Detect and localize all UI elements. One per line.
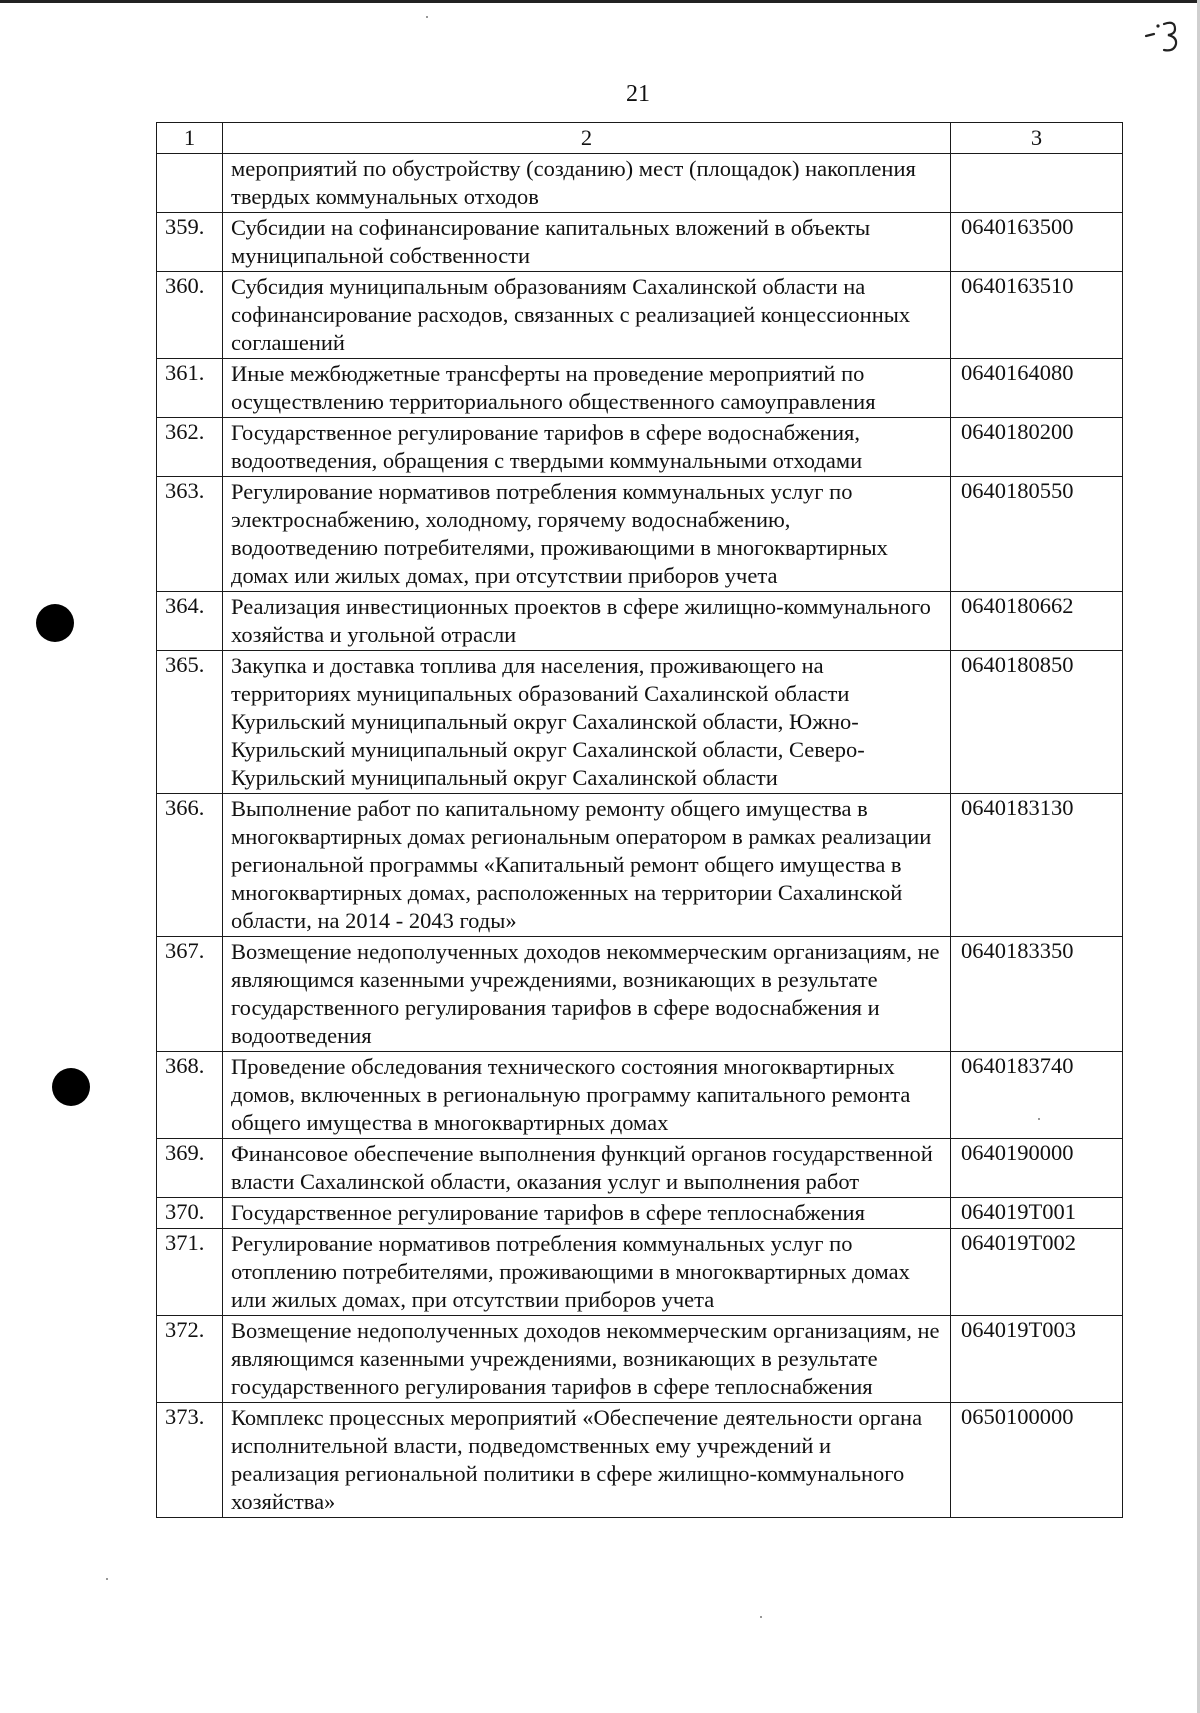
row-number: 373.	[157, 1403, 223, 1518]
row-code: 0640183130	[951, 794, 1123, 937]
row-name: Возмещение недополученных доходов некоммерческим организациям, не являющимся казенными учреждениями, возникающих в результате государственного регулирования тарифов в сфере теплоснабжения	[223, 1316, 951, 1403]
column-header-2: 2	[223, 123, 951, 154]
row-number: 361.	[157, 359, 223, 418]
row-name: Выполнение работ по капитальному ремонту общего имущества в многоквартирных домах региональным оператором в рамках реализации региональной программы «Капитальный ремонт общего имущества в многоквартирных домах, расположенных на территории Сахалинской области, на 2014 - 2043 годы»	[223, 794, 951, 937]
table-row	[157, 1052, 1123, 1139]
page-top-edge	[0, 0, 1200, 3]
row-code: 0650100000	[951, 1403, 1123, 1518]
row-name: мероприятий по обустройству (созданию) мест (площадок) накопления твердых коммунальных отходов	[223, 154, 951, 213]
table-row	[157, 1139, 1123, 1198]
row-code: 0640183740	[951, 1052, 1123, 1139]
table-row	[157, 1198, 1123, 1229]
table-row	[157, 272, 1123, 359]
row-code: 0640180662	[951, 592, 1123, 651]
table-row	[157, 154, 1123, 213]
row-name: Государственное регулирование тарифов в сфере водоснабжения, водоотведения, обращения с твердыми коммунальными отходами	[223, 418, 951, 477]
row-name: Проведение обследования технического состояния многоквартирных домов, включенных в региональную программу капитального ремонта общего имущества в многоквартирных домах	[223, 1052, 951, 1139]
table-row	[157, 937, 1123, 1052]
row-code: 0640163510	[951, 272, 1123, 359]
row-name: Возмещение недополученных доходов некоммерческим организациям, не являющимся казенными учреждениями, возникающих в результате государственного регулирования тарифов в сфере водоснабжения и водоотведения	[223, 937, 951, 1052]
table-row	[157, 213, 1123, 272]
row-number: 369.	[157, 1139, 223, 1198]
page-number: 21	[626, 81, 650, 107]
row-name: Государственное регулирование тарифов в сфере теплоснабжения	[223, 1198, 951, 1229]
row-code: 0640180550	[951, 477, 1123, 592]
row-number: 366.	[157, 794, 223, 937]
scan-speck	[426, 16, 428, 18]
row-number: 364.	[157, 592, 223, 651]
row-code: 0640190000	[951, 1139, 1123, 1198]
row-name: Субсидия муниципальным образованиям Сахалинской области на софинансирование расходов, связанных с реализацией концессионных соглашений	[223, 272, 951, 359]
row-name: Иные межбюджетные трансферты на проведение мероприятий по осуществлению территориального общественного самоуправления	[223, 359, 951, 418]
table-row	[157, 592, 1123, 651]
row-number: 363.	[157, 477, 223, 592]
row-number: 367.	[157, 937, 223, 1052]
row-name: Регулирование нормативов потребления коммунальных услуг по отоплению потребителями, проживающими в многоквартирных домах или жилых домах, при отсутствии приборов учета	[223, 1229, 951, 1316]
column-header-3: 3	[951, 123, 1123, 154]
row-name: Регулирование нормативов потребления коммунальных услуг по электроснабжению, холодному, горячему водоснабжению, водоотведению потребителями, проживающими в многоквартирных домах или жилых домах, при отсутствии приборов учета	[223, 477, 951, 592]
row-code: 064019Т001	[951, 1198, 1123, 1229]
table-row	[157, 477, 1123, 592]
handwritten-corner-mark	[1142, 14, 1184, 56]
row-code: 0640183350	[951, 937, 1123, 1052]
table-row	[157, 794, 1123, 937]
punch-hole	[52, 1068, 90, 1106]
row-name: Закупка и доставка топлива для населения, проживающего на территориях муниципальных образований Сахалинской области Курильский муниципальный округ Сахалинской области, Южно-Курильский муниципальный округ Сахалинской области, Северо-Курильский муниципальный округ Сахалинской области	[223, 651, 951, 794]
row-code: 064019Т003	[951, 1316, 1123, 1403]
row-number: 365.	[157, 651, 223, 794]
table-row	[157, 359, 1123, 418]
row-number: 370.	[157, 1198, 223, 1229]
row-number: 372.	[157, 1316, 223, 1403]
row-code: 0640163500	[951, 213, 1123, 272]
row-number: 360.	[157, 272, 223, 359]
row-name: Комплекс процессных мероприятий «Обеспечение деятельности органа исполнительной власти, подведомственных ему учреждений и реализация региональной политики в сфере жилищно-коммунального хозяйства»	[223, 1403, 951, 1518]
punch-hole	[36, 604, 74, 642]
row-code: 064019Т002	[951, 1229, 1123, 1316]
row-code	[951, 154, 1123, 213]
budget-classification-table	[156, 122, 1123, 1518]
row-name: Субсидии на софинансирование капитальных вложений в объекты муниципальной собственности	[223, 213, 951, 272]
row-code: 0640164080	[951, 359, 1123, 418]
table-row	[157, 651, 1123, 794]
row-number: 368.	[157, 1052, 223, 1139]
row-number: 371.	[157, 1229, 223, 1316]
row-number: 362.	[157, 418, 223, 477]
table-row	[157, 1316, 1123, 1403]
table-row	[157, 1403, 1123, 1518]
scan-speck	[760, 1616, 762, 1618]
row-name: Реализация инвестиционных проектов в сфере жилищно-коммунального хозяйства и угольной отрасли	[223, 592, 951, 651]
scan-speck	[106, 1578, 108, 1580]
row-number	[157, 154, 223, 213]
table-header-row	[157, 123, 1123, 154]
row-code: 0640180850	[951, 651, 1123, 794]
row-code: 0640180200	[951, 418, 1123, 477]
table-row	[157, 1229, 1123, 1316]
column-header-1: 1	[157, 123, 223, 154]
row-name: Финансовое обеспечение выполнения функций органов государственной власти Сахалинской области, оказания услуг и выполнения работ	[223, 1139, 951, 1198]
table-row	[157, 418, 1123, 477]
row-number: 359.	[157, 213, 223, 272]
